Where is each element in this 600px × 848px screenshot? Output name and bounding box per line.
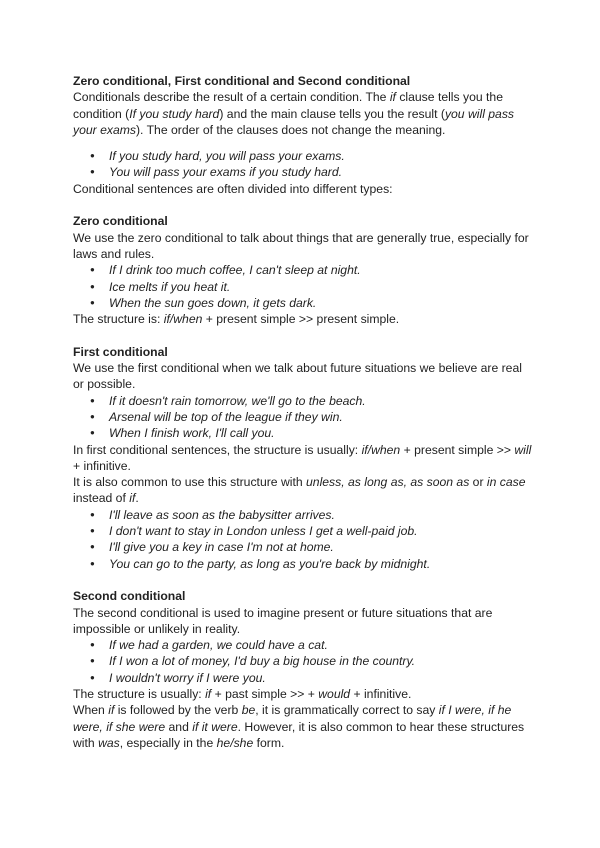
spacer (73, 572, 535, 588)
text-span: + present simple >> present simple. (202, 312, 400, 327)
text-span: + infinitive. (73, 458, 131, 473)
text-em: if/when (163, 312, 203, 327)
first-description: We use the first conditional when we talk about future situations we believe are real or possible. (73, 361, 522, 392)
text-span: and (165, 719, 193, 734)
list-item: ● Arsenal will be top of the league if they win. (73, 409, 535, 425)
text-em: he/she (216, 735, 254, 750)
text-em: in case (486, 475, 526, 490)
text-span: . However, it is also common to hear these structures with (73, 719, 525, 750)
first-structure (73, 442, 535, 475)
list-item: ● I wouldn't worry if I were you. (73, 670, 535, 686)
list-item: ● If I drink too much coffee, I can't sleep at night. (73, 262, 535, 278)
zero-structure (73, 311, 535, 327)
text-span: ). The order of the clauses does not change the meaning. (136, 122, 446, 137)
text-span: It is also common to use this structure with (73, 475, 307, 490)
text-em: unless, as long as, as soon as (306, 475, 470, 490)
text-em: if (108, 703, 115, 718)
first-example-list (73, 393, 535, 442)
text-span: + present simple >> (400, 442, 515, 457)
second-conditional-heading: Second conditional (73, 589, 186, 604)
text-span: + infinitive. (350, 686, 412, 701)
types-sentence: Conditional sentences are often divided into different types: (73, 181, 393, 196)
second-example-list (73, 637, 535, 686)
text-em: if (129, 491, 136, 506)
text-em: will (514, 442, 532, 457)
spacer (73, 138, 535, 148)
text-span: instead of (73, 491, 130, 506)
text-span: . (135, 491, 139, 506)
text-em: if/when (361, 442, 401, 457)
zero-conditional-heading: Zero conditional (73, 214, 168, 229)
list-item: ● When the sun goes down, it gets dark. (73, 295, 535, 311)
text-span: The structure is usually: (73, 686, 206, 701)
intro-paragraph (73, 89, 535, 138)
text-span: form. (253, 735, 285, 750)
first-conditional-heading: First conditional (73, 344, 168, 359)
list-item: ● Ice melts if you heat it. (73, 279, 535, 295)
page-title: Zero conditional, First conditional and Second conditional (73, 74, 411, 88)
text-span: The structure is: (73, 312, 164, 327)
text-span: , especially in the (119, 735, 217, 750)
list-item: ● If I won a lot of money, I'd buy a big house in the country. (73, 653, 535, 669)
list-item: ● You will pass your exams if you study hard. (73, 164, 535, 180)
text-span: clause tells you the condition ( (73, 90, 503, 121)
list-item: ● I'll leave as soon as the babysitter arrives. (73, 507, 535, 523)
spacer (73, 327, 535, 343)
document-body (73, 73, 535, 751)
text-em: was (98, 735, 120, 750)
list-item: ● I don't want to stay in London unless I get a well-paid job. (73, 523, 535, 539)
second-structure (73, 686, 535, 702)
zero-description: We use the zero conditional to talk about things that are generally true, especially for laws and rules. (73, 230, 529, 261)
first-example-list-2 (73, 507, 535, 572)
zero-example-list (73, 262, 535, 311)
list-item: ● If it doesn't rain tomorrow, we'll go to the beach. (73, 393, 535, 409)
text-span: , it is grammatically correct to say (255, 703, 439, 718)
text-em: if (389, 90, 396, 105)
text-em: be (241, 703, 256, 718)
text-em: if it were (192, 719, 238, 734)
text-em: if (205, 686, 212, 701)
list-item: ● I'll give you a key in case I'm not at home. (73, 539, 535, 555)
text-span: or (469, 475, 487, 490)
text-span: is followed by the verb (114, 703, 242, 718)
intro-example-list (73, 148, 535, 181)
text-span: ) and the main clause tells you the result ( (219, 106, 445, 121)
text-span: When (73, 703, 109, 718)
list-item: ● If you study hard, you will pass your exams. (73, 148, 535, 164)
text-em: If you study hard (129, 106, 220, 121)
list-item: ● You can go to the party, as long as you're back by midnight. (73, 556, 535, 572)
text-em: you will pass your exams (73, 106, 515, 137)
list-item: ● When I finish work, I'll call you. (73, 425, 535, 441)
list-item: ● If we had a garden, we could have a cat. (73, 637, 535, 653)
first-also-common (73, 474, 535, 507)
text-span: In first conditional sentences, the structure is usually: (73, 442, 362, 457)
text-span: Conditionals describe the result of a certain condition. The (73, 90, 390, 105)
text-em: would (318, 686, 351, 701)
second-description: The second conditional is used to imagine present or future situations that are impossible or unlikely in reality. (73, 605, 493, 636)
text-span: + past simple >> + (211, 686, 319, 701)
spacer (73, 197, 535, 213)
second-if-be-note (73, 702, 535, 751)
text-em: if I were, if he were, if she were (73, 703, 512, 734)
